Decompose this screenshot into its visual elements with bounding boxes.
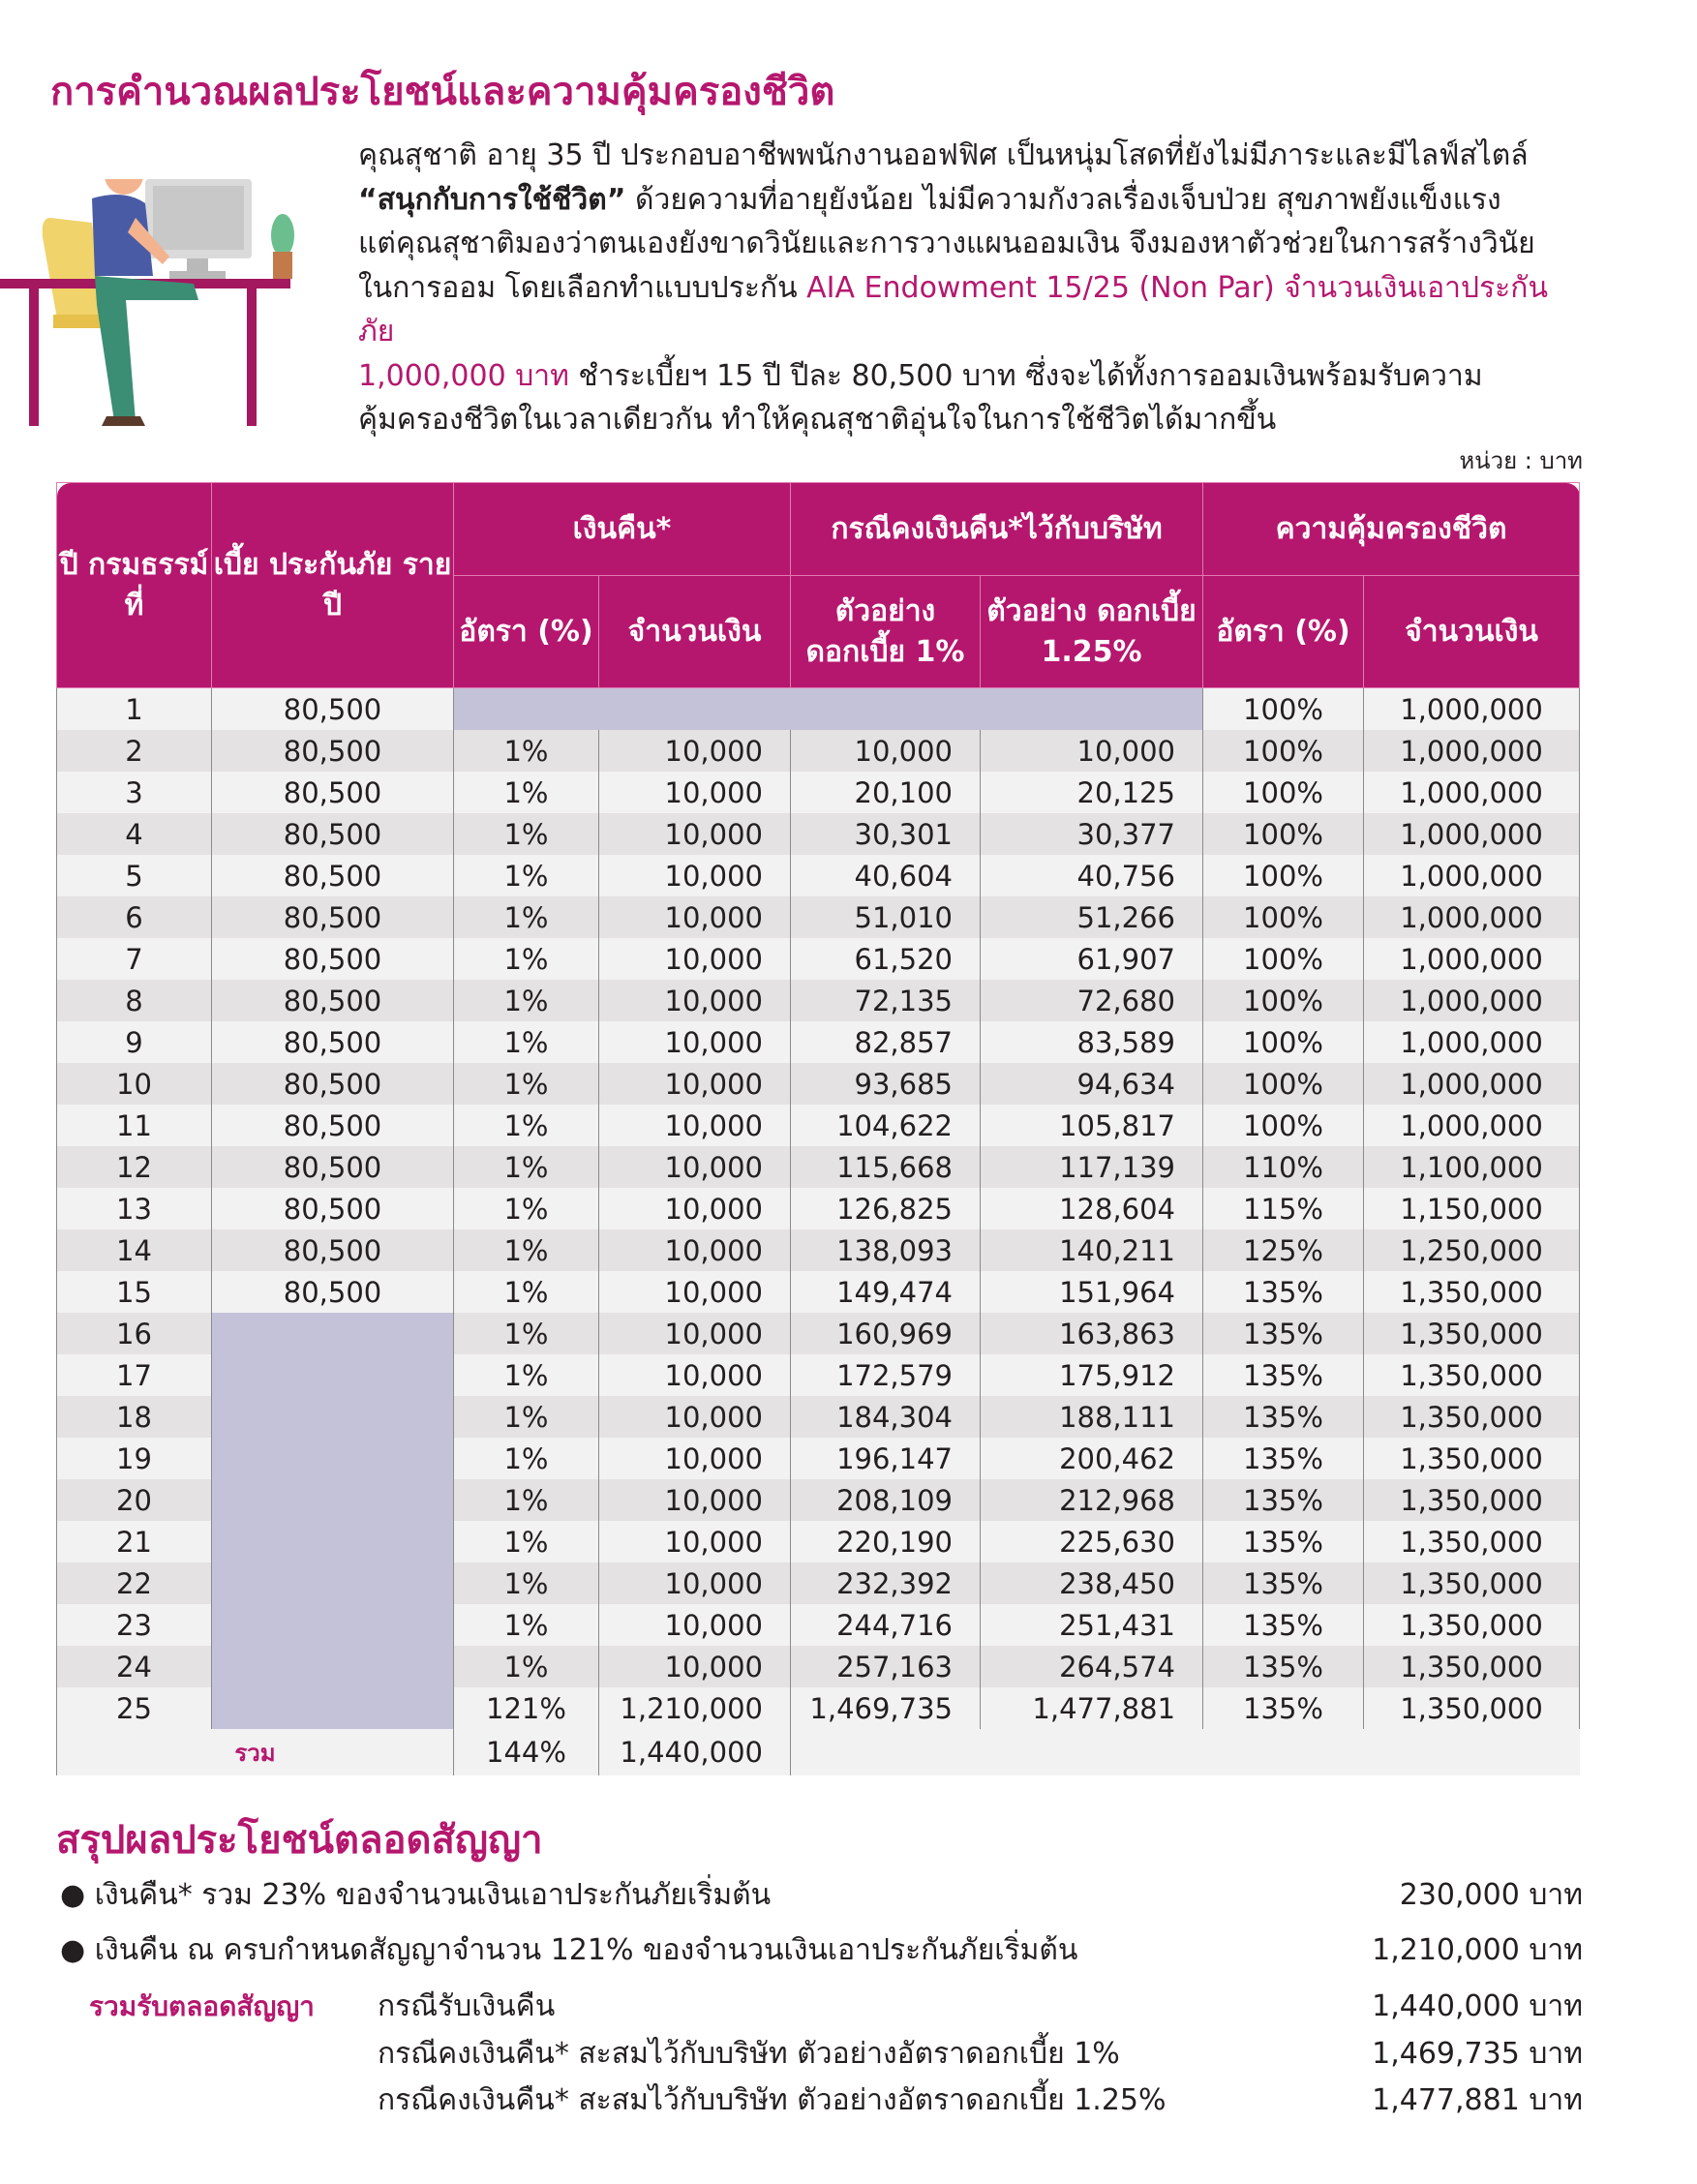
cell-coverage-rate: 100% <box>1203 1063 1364 1105</box>
cell-example-125pct: 51,266 <box>981 896 1203 938</box>
summary-total-line-3: กรณีคงเงินคืน* สะสมไว้กับบริษัท ตัวอย่างอัตราดอกเบี้ย 1.25% <box>378 2083 1167 2117</box>
cell-year: 10 <box>57 1063 212 1105</box>
header-cashback: เงินคืน* <box>454 483 791 576</box>
cell-example-125pct: 20,125 <box>981 772 1203 813</box>
cell-example-1pct: 138,093 <box>791 1229 981 1271</box>
header-annual-premium: เบี้ย ประกันภัย รายปี <box>212 483 454 688</box>
summary-total-line-2: กรณีคงเงินคืน* สะสมไว้กับบริษัท ตัวอย่างอัตราดอกเบี้ย 1% <box>378 2037 1120 2071</box>
cell-example-125pct: 83,589 <box>981 1021 1203 1063</box>
cell-coverage-rate: 135% <box>1203 1438 1364 1479</box>
cell-cashback-rate: 1% <box>454 1438 599 1479</box>
cell-year: 14 <box>57 1229 212 1271</box>
cell-cashback-amount: 1,210,000 <box>599 1687 791 1729</box>
cell-cashback-rate: 1% <box>454 730 599 772</box>
cell-premium: 80,500 <box>212 730 454 772</box>
cell-example-125pct: 212,968 <box>981 1479 1203 1521</box>
intro-line-2 <box>358 178 1578 223</box>
intro-line-2-text: ด้วยความที่อายุยังน้อย ไม่มีความกังวลเรื่องเจ็บป่วย สุขภาพยังแข็งแรง <box>625 182 1501 217</box>
cell-example-125pct: 140,211 <box>981 1229 1203 1271</box>
cell-example-125pct: 264,574 <box>981 1646 1203 1687</box>
cell-cashback-amount: 10,000 <box>599 813 791 855</box>
cell-year: 16 <box>57 1313 212 1354</box>
summary-bullet-1-amount: 230,000 บาท <box>1399 1878 1583 1912</box>
cell-example-1pct: 20,100 <box>791 772 981 813</box>
cell-year: 3 <box>57 772 212 813</box>
cell-coverage-amount: 1,000,000 <box>1364 772 1580 813</box>
cell-coverage-rate: 135% <box>1203 1646 1364 1687</box>
summary-total-label: รวมรับตลอดสัญญา <box>89 1990 315 2022</box>
cell-coverage-amount: 1,000,000 <box>1364 896 1580 938</box>
cell-cashback-amount: 10,000 <box>599 938 791 980</box>
cell-coverage-rate: 100% <box>1203 980 1364 1021</box>
cell-cashback-rate: 1% <box>454 1604 599 1646</box>
intro-paragraph <box>358 134 1578 442</box>
cell-year: 1 <box>57 688 212 731</box>
cell-example-125pct: 163,863 <box>981 1313 1203 1354</box>
cell-coverage-rate: 100% <box>1203 1021 1364 1063</box>
cell-cashback-amount: 10,000 <box>599 1271 791 1313</box>
cell-cashback-rate: 1% <box>454 1105 599 1146</box>
cell-cashback-rate: 1% <box>454 1229 599 1271</box>
table-row <box>57 1313 1580 1354</box>
cell-premium: 80,500 <box>212 896 454 938</box>
office-worker-illustration <box>0 179 310 426</box>
cell-example-1pct: 220,190 <box>791 1521 981 1562</box>
table-row <box>57 813 1580 855</box>
cell-cashback-rate: 1% <box>454 1646 599 1687</box>
cell-example-125pct: 251,431 <box>981 1604 1203 1646</box>
cell-example-1pct: 244,716 <box>791 1604 981 1646</box>
cell-coverage-rate: 135% <box>1203 1604 1364 1646</box>
cell-empty-gap <box>454 688 1203 731</box>
cell-example-1pct: 257,163 <box>791 1646 981 1687</box>
cell-cashback-rate: 1% <box>454 1562 599 1604</box>
cell-example-125pct: 200,462 <box>981 1438 1203 1479</box>
cell-coverage-rate: 135% <box>1203 1479 1364 1521</box>
cell-coverage-rate: 135% <box>1203 1687 1364 1729</box>
cell-example-125pct: 238,450 <box>981 1562 1203 1604</box>
cell-premium: 80,500 <box>212 772 454 813</box>
cell-cashback-rate: 1% <box>454 1188 599 1229</box>
cell-coverage-rate: 100% <box>1203 813 1364 855</box>
cell-year: 15 <box>57 1271 212 1313</box>
cell-coverage-amount: 1,000,000 <box>1364 813 1580 855</box>
cell-empty-premium-gap <box>212 1313 454 1729</box>
cell-year: 23 <box>57 1604 212 1646</box>
cell-year: 19 <box>57 1438 212 1479</box>
cell-premium: 80,500 <box>212 688 454 731</box>
cell-cashback-amount: 10,000 <box>599 1188 791 1229</box>
summary-title: สรุปผลประโยชน์ตลอดสัญญา <box>56 1818 543 1863</box>
cell-cashback-amount: 10,000 <box>599 1438 791 1479</box>
cell-cashback-rate: 1% <box>454 938 599 980</box>
cell-coverage-rate: 100% <box>1203 896 1364 938</box>
cell-example-1pct: 1,469,735 <box>791 1687 981 1729</box>
header-cashback-rate: อัตรา (%) <box>454 576 599 688</box>
cell-example-1pct: 72,135 <box>791 980 981 1021</box>
cell-premium: 80,500 <box>212 855 454 896</box>
cell-example-1pct: 104,622 <box>791 1105 981 1146</box>
cell-premium: 80,500 <box>212 1229 454 1271</box>
intro-line-5 <box>358 354 1578 399</box>
cell-example-125pct: 151,964 <box>981 1271 1203 1313</box>
summary-bullet-1: ● เงินคืน* รวม 23% ของจำนวนเงินเอาประกันภัยเริ่มต้น <box>60 1878 772 1912</box>
cell-coverage-amount: 1,350,000 <box>1364 1271 1580 1313</box>
cell-coverage-rate: 135% <box>1203 1313 1364 1354</box>
cell-example-1pct: 82,857 <box>791 1021 981 1063</box>
cell-cashback-amount: 10,000 <box>599 1021 791 1063</box>
cell-cashback-amount: 10,000 <box>599 1105 791 1146</box>
cell-example-125pct: 128,604 <box>981 1188 1203 1229</box>
header-coverage-rate: อัตรา (%) <box>1203 576 1364 688</box>
cell-cashback-rate: 1% <box>454 855 599 896</box>
unit-label: หน่วย : บาท <box>1459 447 1583 474</box>
cell-premium: 80,500 <box>212 813 454 855</box>
cell-example-1pct: 149,474 <box>791 1271 981 1313</box>
cell-year: 7 <box>57 938 212 980</box>
sum-amount: 1,440,000 <box>599 1729 791 1775</box>
cell-example-125pct: 1,477,881 <box>981 1687 1203 1729</box>
cell-premium: 80,500 <box>212 1021 454 1063</box>
cell-year: 6 <box>57 896 212 938</box>
cell-year: 25 <box>57 1687 212 1729</box>
table-row <box>57 1188 1580 1229</box>
cell-year: 24 <box>57 1646 212 1687</box>
table-row <box>57 1063 1580 1105</box>
cell-coverage-rate: 135% <box>1203 1271 1364 1313</box>
cell-cashback-amount: 10,000 <box>599 730 791 772</box>
page-title: การคำนวณผลประโยชน์และความคุ้มครองชีวิต <box>50 70 835 114</box>
cell-example-125pct: 105,817 <box>981 1105 1203 1146</box>
plan-name: AIA Endowment 15/25 (Non Par) จำนวนเงินเอาประกันภัย <box>358 270 1548 349</box>
cell-premium: 80,500 <box>212 980 454 1021</box>
cell-example-1pct: 184,304 <box>791 1396 981 1438</box>
cell-coverage-amount: 1,250,000 <box>1364 1229 1580 1271</box>
cell-example-1pct: 196,147 <box>791 1438 981 1479</box>
cell-cashback-amount: 10,000 <box>599 1229 791 1271</box>
intro-line-6: คุ้มครองชีวิตในเวลาเดียวกัน ทำให้คุณสุชาติอุ่นใจในการใช้ชีวิตได้มากขึ้น <box>358 403 1277 437</box>
cell-cashback-rate: 1% <box>454 1063 599 1105</box>
cell-cashback-rate: 1% <box>454 896 599 938</box>
cell-coverage-rate: 100% <box>1203 688 1364 731</box>
cell-cashback-rate: 1% <box>454 1271 599 1313</box>
cell-coverage-amount: 1,150,000 <box>1364 1188 1580 1229</box>
cell-cashback-rate: 1% <box>454 813 599 855</box>
cell-example-1pct: 30,301 <box>791 813 981 855</box>
intro-line-5-text: ชำระเบี้ยฯ 15 ปี ปีละ 80,500 บาท ซึ่งจะได้ทั้งการออมเงินพร้อมรับความ <box>568 358 1483 393</box>
cell-coverage-amount: 1,000,000 <box>1364 1021 1580 1063</box>
cell-example-125pct: 175,912 <box>981 1354 1203 1396</box>
table-row <box>57 980 1580 1021</box>
cell-coverage-amount: 1,000,000 <box>1364 938 1580 980</box>
cell-cashback-amount: 10,000 <box>599 1313 791 1354</box>
cell-cashback-amount: 10,000 <box>599 1521 791 1562</box>
cell-coverage-amount: 1,000,000 <box>1364 1063 1580 1105</box>
header-cashback-amount: จำนวนเงิน <box>599 576 791 688</box>
sum-rate: 144% <box>454 1729 599 1775</box>
table-row <box>57 1271 1580 1313</box>
header-example-125pct: ตัวอย่าง ดอกเบี้ย 1.25% <box>981 576 1203 688</box>
cell-year: 20 <box>57 1479 212 1521</box>
table-row <box>57 896 1580 938</box>
cell-premium: 80,500 <box>212 1105 454 1146</box>
table-sum-row <box>57 1729 1580 1775</box>
intro-line-4 <box>358 266 1578 354</box>
cell-example-1pct: 40,604 <box>791 855 981 896</box>
cell-cashback-amount: 10,000 <box>599 896 791 938</box>
summary-total-line-1: กรณีรับเงินคืน <box>378 1989 556 2023</box>
cell-cashback-amount: 10,000 <box>599 1604 791 1646</box>
header-life-coverage: ความคุ้มครองชีวิต <box>1203 483 1580 576</box>
cell-premium: 80,500 <box>212 1063 454 1105</box>
table-row <box>57 730 1580 772</box>
intro-line-3: แต่คุณสุชาติมองว่าตนเองยังขาดวินัยและการวางแผนออมเงิน จึงมองหาตัวช่วยในการสร้างวินัย <box>358 227 1535 260</box>
cell-example-1pct: 172,579 <box>791 1354 981 1396</box>
cell-example-125pct: 40,756 <box>981 855 1203 896</box>
cell-example-1pct: 115,668 <box>791 1146 981 1188</box>
cell-coverage-amount: 1,000,000 <box>1364 730 1580 772</box>
cell-example-125pct: 10,000 <box>981 730 1203 772</box>
intro-bold: “สนุกกับการใช้ชีวิต” <box>358 182 626 217</box>
cell-year: 13 <box>57 1188 212 1229</box>
cell-premium: 80,500 <box>212 1146 454 1188</box>
summary-bullet-2-amount: 1,210,000 บาท <box>1372 1933 1583 1967</box>
cell-example-125pct: 72,680 <box>981 980 1203 1021</box>
cell-example-1pct: 160,969 <box>791 1313 981 1354</box>
cell-coverage-rate: 100% <box>1203 855 1364 896</box>
cell-example-1pct: 51,010 <box>791 896 981 938</box>
cell-cashback-rate: 1% <box>454 980 599 1021</box>
cell-cashback-amount: 10,000 <box>599 1562 791 1604</box>
summary-bullet-2: ● เงินคืน ณ ครบกำหนดสัญญาจำนวน 121% ของจำนวนเงินเอาประกันภัยเริ่มต้น <box>60 1933 1078 1967</box>
cell-year: 18 <box>57 1396 212 1438</box>
cell-example-125pct: 30,377 <box>981 813 1203 855</box>
cell-cashback-amount: 10,000 <box>599 1396 791 1438</box>
benefit-table <box>56 482 1580 1775</box>
cell-coverage-rate: 135% <box>1203 1521 1364 1562</box>
table-row <box>57 1105 1580 1146</box>
cell-coverage-amount: 1,350,000 <box>1364 1438 1580 1479</box>
cell-coverage-rate: 115% <box>1203 1188 1364 1229</box>
cell-coverage-rate: 100% <box>1203 730 1364 772</box>
summary-total-line-3-amount: 1,477,881 บาท <box>1372 2083 1583 2117</box>
cell-coverage-amount: 1,350,000 <box>1364 1521 1580 1562</box>
cell-cashback-amount: 10,000 <box>599 1063 791 1105</box>
cell-year: 9 <box>57 1021 212 1063</box>
cell-cashback-amount: 10,000 <box>599 1646 791 1687</box>
cell-cashback-amount: 10,000 <box>599 1146 791 1188</box>
cell-premium: 80,500 <box>212 1271 454 1313</box>
cell-coverage-rate: 100% <box>1203 1105 1364 1146</box>
header-keep-with-company: กรณีคงเงินคืน*ไว้กับบริษัท <box>791 483 1203 576</box>
cell-example-1pct: 10,000 <box>791 730 981 772</box>
cell-example-1pct: 232,392 <box>791 1562 981 1604</box>
cell-year: 11 <box>57 1105 212 1146</box>
cell-coverage-amount: 1,350,000 <box>1364 1646 1580 1687</box>
cell-cashback-rate: 1% <box>454 1479 599 1521</box>
cell-year: 12 <box>57 1146 212 1188</box>
intro-line-4-text: ในการออม โดยเลือกทำแบบประกัน <box>358 270 807 305</box>
cell-example-125pct: 117,139 <box>981 1146 1203 1188</box>
cell-example-1pct: 126,825 <box>791 1188 981 1229</box>
cell-cashback-amount: 10,000 <box>599 855 791 896</box>
header-example-1pct: ตัวอย่าง ดอกเบี้ย 1% <box>791 576 981 688</box>
cell-coverage-amount: 1,350,000 <box>1364 1604 1580 1646</box>
cell-example-125pct: 61,907 <box>981 938 1203 980</box>
cell-coverage-rate: 135% <box>1203 1562 1364 1604</box>
cell-premium: 80,500 <box>212 938 454 980</box>
sum-label: รวม <box>57 1729 454 1775</box>
cell-cashback-amount: 10,000 <box>599 980 791 1021</box>
cell-coverage-amount: 1,350,000 <box>1364 1562 1580 1604</box>
summary-total-line-2-amount: 1,469,735 บาท <box>1372 2037 1583 2071</box>
table-row <box>57 855 1580 896</box>
sum-blank <box>791 1729 1580 1775</box>
cell-coverage-amount: 1,000,000 <box>1364 980 1580 1021</box>
table-row <box>57 1229 1580 1271</box>
cell-coverage-rate: 125% <box>1203 1229 1364 1271</box>
cell-coverage-amount: 1,350,000 <box>1364 1354 1580 1396</box>
cell-cashback-amount: 10,000 <box>599 1354 791 1396</box>
cell-cashback-rate: 1% <box>454 772 599 813</box>
cell-example-125pct: 188,111 <box>981 1396 1203 1438</box>
cell-coverage-rate: 100% <box>1203 938 1364 980</box>
cell-coverage-rate: 100% <box>1203 772 1364 813</box>
cell-example-1pct: 208,109 <box>791 1479 981 1521</box>
cell-cashback-amount: 10,000 <box>599 772 791 813</box>
cell-cashback-rate: 1% <box>454 1521 599 1562</box>
intro-line-1: คุณสุชาติ อายุ 35 ปี ประกอบอาชีพพนักงานออฟฟิศ เป็นหนุ่มโสดที่ยังไม่มีภาระและมีไลฟ์สไตล์ <box>358 138 1529 172</box>
table-row <box>57 1146 1580 1188</box>
cell-example-125pct: 225,630 <box>981 1521 1203 1562</box>
header-policy-year: ปี กรมธรรม์ ที่ <box>57 483 212 688</box>
cell-example-1pct: 61,520 <box>791 938 981 980</box>
table-row <box>57 688 1580 731</box>
cell-coverage-rate: 135% <box>1203 1396 1364 1438</box>
cell-year: 4 <box>57 813 212 855</box>
table-row <box>57 1021 1580 1063</box>
cell-cashback-rate: 1% <box>454 1313 599 1354</box>
cell-coverage-amount: 1,350,000 <box>1364 1479 1580 1521</box>
cell-year: 22 <box>57 1562 212 1604</box>
table-row <box>57 772 1580 813</box>
cell-year: 8 <box>57 980 212 1021</box>
cell-coverage-amount: 1,350,000 <box>1364 1396 1580 1438</box>
cell-cashback-rate: 1% <box>454 1021 599 1063</box>
cell-coverage-rate: 135% <box>1203 1354 1364 1396</box>
sum-assured: 1,000,000 บาท <box>358 358 569 393</box>
cell-coverage-amount: 1,000,000 <box>1364 688 1580 731</box>
table-row <box>57 938 1580 980</box>
cell-cashback-rate: 1% <box>454 1146 599 1188</box>
cell-cashback-rate: 121% <box>454 1687 599 1729</box>
cell-year: 17 <box>57 1354 212 1396</box>
summary-total-line-1-amount: 1,440,000 บาท <box>1372 1989 1583 2023</box>
cell-year: 21 <box>57 1521 212 1562</box>
cell-cashback-rate: 1% <box>454 1354 599 1396</box>
cell-coverage-amount: 1,000,000 <box>1364 855 1580 896</box>
cell-coverage-amount: 1,350,000 <box>1364 1313 1580 1354</box>
cell-example-125pct: 94,634 <box>981 1063 1203 1105</box>
cell-premium: 80,500 <box>212 1188 454 1229</box>
cell-cashback-rate: 1% <box>454 1396 599 1438</box>
cell-year: 5 <box>57 855 212 896</box>
cell-coverage-rate: 110% <box>1203 1146 1364 1188</box>
cell-coverage-amount: 1,000,000 <box>1364 1105 1580 1146</box>
cell-example-1pct: 93,685 <box>791 1063 981 1105</box>
header-coverage-amount: จำนวนเงิน <box>1364 576 1580 688</box>
cell-coverage-amount: 1,350,000 <box>1364 1687 1580 1729</box>
cell-year: 2 <box>57 730 212 772</box>
cell-coverage-amount: 1,100,000 <box>1364 1146 1580 1188</box>
cell-cashback-amount: 10,000 <box>599 1479 791 1521</box>
